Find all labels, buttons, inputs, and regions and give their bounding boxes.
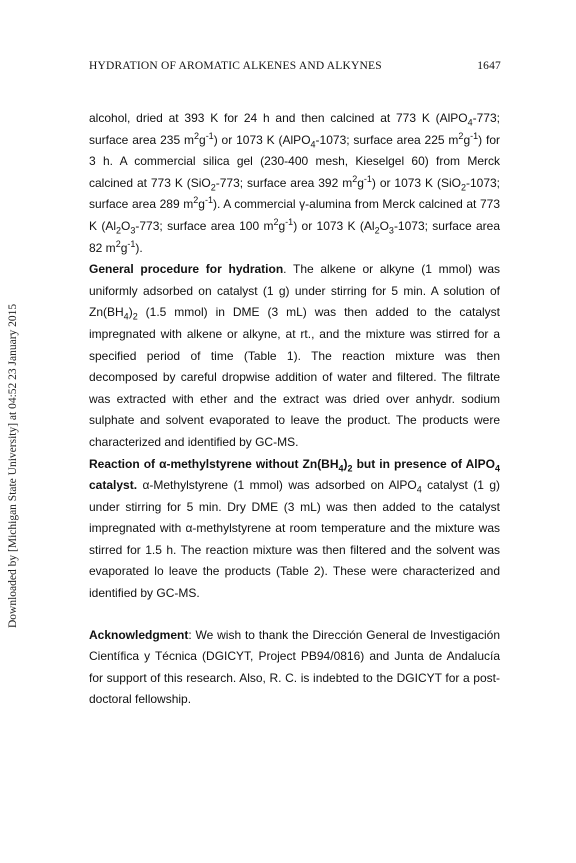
text-run: ) or 1073 K (Al [293,218,375,233]
subscript: 3 [388,225,394,236]
subscript: 4 [494,462,500,473]
bold-text: catalyst. [89,478,138,493]
text-run: g [120,240,128,255]
superscript: 2 [193,130,199,141]
text-run: ). A commercial γ-alumina from Merck calcined at 773 K (Al [89,197,501,233]
subscript: 2 [132,311,138,322]
article-body [89,108,500,711]
bold-text: Reaction of α-methylstyrene without Zn(BH [89,456,339,471]
text-run: -1073; surface area 82 m [89,218,500,255]
text-run: O [121,218,131,233]
bold-text: General procedure for hydration [89,262,284,277]
paragraph-general-procedure [89,259,500,453]
text-run: (1.5 mmol) in DME (3 mL) was then added to the catalyst impregnated with alkene or alkyne, at rt., and the mixture was stirred for a specified period of time (Table 1). The reaction mixture was then decomposed by careful dropwise addition of water and filtered. The filtrate was extracted with ether and the extract was dried over anhydr. sodium sulphate and solvent evaporated to leave the product. The products were characterized and identified by GC-MS. [89,305,500,449]
paragraph-reaction-methylstyrene [89,454,500,605]
subscript: 2 [210,182,216,193]
page-header [89,60,501,76]
subscript: 4 [338,462,344,473]
subscript: 2 [347,462,353,473]
text-run: g [357,175,364,190]
subscript: 2 [374,225,380,236]
paragraph-catalysts [89,108,500,259]
superscript: -1 [127,238,136,249]
subscript: 3 [130,225,136,236]
superscript: -1 [205,130,214,141]
text-run: -1073; surface area 225 m [315,132,459,147]
download-watermark: Downloaded by [Michigan State University] at 04:52 23 January 2015 [7,303,19,628]
text-run: -773; surface area 235 m [89,111,500,147]
text-run: ) or 1073 K (AlPO [213,132,311,147]
superscript: -1 [204,195,213,206]
superscript: -1 [470,130,479,141]
text-run: α-Methylstyrene (1 mmol) was adsorbed on AlPO [137,478,417,493]
text-run: alcohol, dried at 393 K for 24 h and then calcined at 773 K (AlPO [89,111,468,125]
text-run: ) [128,305,133,320]
paragraph-acknowledgment [89,625,500,711]
text-run: ) or 1073 K (SiO [371,175,461,190]
text-run: . The alkene or alkyne (1 mmol) was uniformly adsorbed on catalyst (1 g) under stirring for 5 min. A solution of Zn(BH [89,262,500,320]
text-run: ) for 3 h. A commercial silica gel (230-400 mesh, Kieselgel 60) from Merck calcined at 773 K (SiO [89,132,501,190]
superscript: 2 [458,130,464,141]
subscript: 2 [116,225,122,236]
text-run: -773; surface area 100 m [135,218,274,233]
text-run: : We wish to thank the Dirección General de Investigación Científica y Técnica (DGICYT, Project PB94/0816) and Junta de Andalucía for support of this research. Also, R. C. is indebted to the DGICYT for a post-doctoral fellowship. [89,627,500,707]
bold-text: but in presence of AlPO [352,456,495,471]
subscript: 4 [123,311,129,322]
text-run: -773; surface area 392 m [215,175,353,190]
text-run: -1073; surface area 289 m [89,175,500,212]
superscript: 2 [352,173,358,184]
text-run: g [199,132,206,147]
subscript: 4 [467,117,473,128]
text-run: g [463,132,471,147]
text-run: catalyst (1 g) under stirring for 5 min. Dry DME (3 mL) was then added to the catalyst impregnated with α-methylstyrene at room temperature and the mixture was stirred for 1.5 h. The reaction mixture was then filtered and the solvent was evaporated lo leave the products (Table 2). These were characterized and identified by GC-MS. [89,478,500,601]
subscript: 2 [460,182,466,193]
subscript: 4 [310,138,316,149]
bold-text: ) [343,456,348,471]
superscript: -1 [285,216,294,227]
superscript: 2 [273,216,279,227]
superscript: 2 [193,195,199,206]
superscript: -1 [363,173,372,184]
page-number: 1647 [477,60,501,72]
superscript: 2 [115,238,121,249]
bold-text: Acknowledgment [89,627,189,642]
text-run: ). [135,240,143,255]
text-run: O [379,218,389,233]
text-run: g [198,197,205,212]
running-title: HYDRATION OF AROMATIC ALKENES AND ALKYNES [89,60,382,72]
subscript: 4 [416,484,422,495]
text-run: g [278,218,286,233]
